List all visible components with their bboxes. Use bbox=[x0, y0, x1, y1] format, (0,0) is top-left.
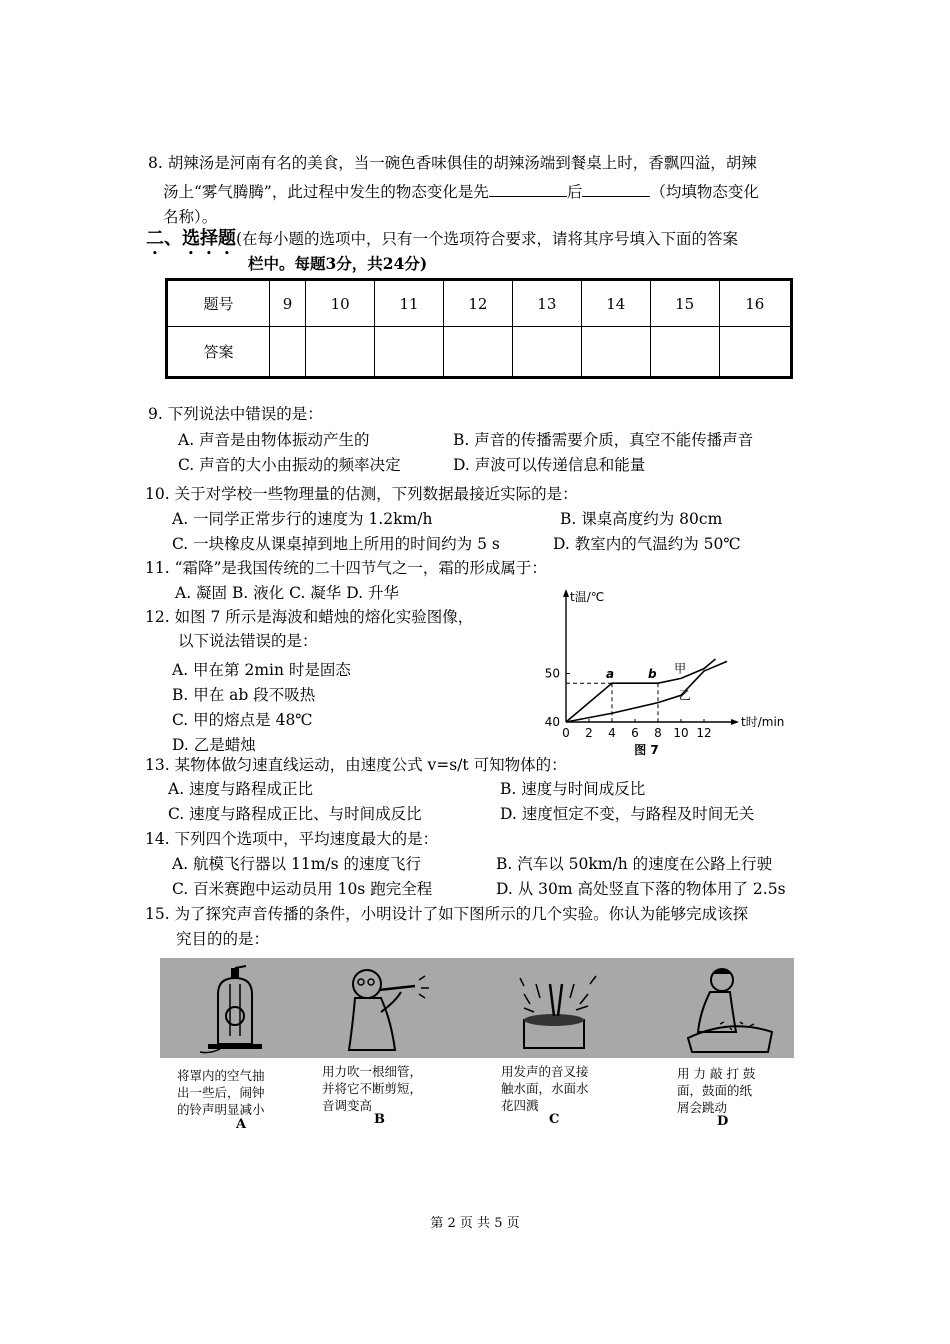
q10-option-a: A. 一同学正常步行的速度为 1.2km/h bbox=[172, 510, 433, 528]
caption-d-line: 屑会跳动 bbox=[677, 1100, 728, 1115]
q12-option-b: B. 甲在 ab 段不吸热 bbox=[172, 686, 316, 704]
q14-stem: 14. 下列四个选项中，平均速度最大的是： bbox=[145, 830, 439, 848]
x-tick-label: 2 bbox=[585, 726, 593, 740]
q9-stem: 9. 下列说法中错误的是： bbox=[148, 405, 323, 423]
experiment-figure-strip bbox=[160, 958, 794, 1058]
series-yi-label: 乙 bbox=[678, 688, 691, 703]
caption-c-line: 花四溅 bbox=[501, 1098, 539, 1113]
figure7-chart bbox=[540, 585, 785, 760]
point-label-b: b bbox=[648, 667, 657, 682]
answer-table-header-label: 题号 bbox=[167, 280, 270, 327]
section2-note1: (在每小题的选项中，只有一个选项符合要求，请将其序号填入下面的答案 bbox=[236, 230, 739, 248]
q8-line2 bbox=[163, 180, 759, 203]
x-axis-arrow bbox=[731, 719, 739, 725]
y-axis-arrow bbox=[563, 589, 569, 597]
x-tick-label: 4 bbox=[608, 726, 616, 740]
section2-title: 二、选择题 bbox=[146, 228, 236, 249]
caption-b-line: 音调变高 bbox=[322, 1098, 373, 1113]
q10-option-b: B. 课桌高度约为 80cm bbox=[560, 510, 723, 528]
answer-table-number: 13 bbox=[512, 280, 581, 327]
section2-heading bbox=[146, 228, 738, 259]
q8-line1: 8. 胡辣汤是河南有名的美食，当一碗色香味俱佳的胡辣汤端到餐桌上时，香飘四溢，胡辣 bbox=[148, 154, 757, 172]
caption-c-line: 触水面，水面水 bbox=[501, 1081, 589, 1096]
caption-b-line: 用力吹一根细管， bbox=[322, 1064, 423, 1079]
q13-option-a: A. 速度与路程成正比 bbox=[168, 780, 314, 798]
q15-stem-1: 15. 为了探究声音传播的条件，小明设计了如下图所示的几个实验。你认为能够完成该探 bbox=[145, 905, 749, 923]
q13-option-b: B. 速度与时间成反比 bbox=[500, 780, 646, 798]
answer-cell[interactable] bbox=[443, 327, 512, 378]
caption-a-line: 出一些后，闹钟 bbox=[177, 1085, 265, 1100]
answer-table bbox=[165, 278, 793, 379]
answer-cell[interactable] bbox=[581, 327, 650, 378]
q11-stem: 11. “霜降”是我国传统的二十四节气之一，霜的形成属于： bbox=[145, 559, 547, 577]
answer-table-number: 9 bbox=[270, 280, 306, 327]
x-tick-label: 10 bbox=[673, 726, 689, 740]
x-tick-label: 12 bbox=[696, 726, 712, 740]
tube-blowing-illustration bbox=[335, 962, 435, 1054]
x-tick-label: 0 bbox=[562, 726, 570, 740]
series-jia-label: 甲 bbox=[674, 661, 687, 676]
caption-b-line: 并将它不断剪短， bbox=[322, 1081, 423, 1096]
y-axis-label: t温/℃ bbox=[570, 590, 605, 604]
page-footer: 第 2 页 共 5 页 bbox=[430, 1216, 520, 1231]
q8-blank-1[interactable] bbox=[489, 180, 567, 197]
q10-stem: 10. 关于对学校一些物理量的估测，下列数据最接近实际的是： bbox=[145, 485, 578, 503]
x-tick-label: 8 bbox=[654, 726, 662, 740]
q15-stem-2: 究目的的是： bbox=[176, 930, 270, 948]
answer-table-header-row bbox=[167, 280, 792, 327]
chart-title: 图 7 bbox=[634, 743, 659, 757]
answer-cell[interactable] bbox=[512, 327, 581, 378]
x-tick-label: 6 bbox=[631, 726, 639, 740]
caption-a-line: 将罩内的空气抽 bbox=[177, 1068, 265, 1083]
caption-c-line: 用发声的音叉接 bbox=[501, 1064, 589, 1079]
answer-table-number: 11 bbox=[375, 280, 444, 327]
q12-option-a: A. 甲在第 2min 时是固态 bbox=[172, 661, 351, 679]
answer-cell[interactable] bbox=[719, 327, 791, 378]
q12-option-d: D. 乙是蜡烛 bbox=[172, 736, 256, 754]
q12-option-c: C. 甲的熔点是 48℃ bbox=[172, 711, 313, 729]
series-yi-line bbox=[566, 661, 727, 722]
caption-a-line: 的铃声明显减小 bbox=[177, 1102, 265, 1117]
q13-stem: 13. 某物体做匀速直线运动，由速度公式 v=s/t 可知物体的： bbox=[145, 756, 567, 774]
caption-c-label: C bbox=[549, 1112, 560, 1127]
caption-a bbox=[177, 1067, 265, 1118]
series-jia-line bbox=[566, 659, 716, 722]
q9-option-a: A. 声音是由物体振动产生的 bbox=[178, 431, 370, 449]
answer-table-number: 16 bbox=[719, 280, 791, 327]
q13-option-c: C. 速度与路程成正比、与时间成反比 bbox=[168, 805, 422, 823]
caption-d-label: D bbox=[717, 1114, 729, 1129]
bell-jar-illustration bbox=[190, 964, 280, 1054]
q9-option-b: B. 声音的传播需要介质，真空不能传播声音 bbox=[453, 431, 754, 449]
answer-cell[interactable] bbox=[650, 327, 719, 378]
answer-table-number: 15 bbox=[650, 280, 719, 327]
answer-table-answer-row bbox=[167, 327, 792, 378]
answer-table-number: 12 bbox=[443, 280, 512, 327]
tuning-fork-water-illustration bbox=[510, 964, 610, 1054]
q12-stem-2: 以下说法错误的是： bbox=[178, 632, 318, 650]
q14-option-b: B. 汽车以 50km/h 的速度在公路上行驶 bbox=[496, 855, 773, 873]
q8-line2-b: 后 bbox=[566, 183, 583, 201]
answer-cell[interactable] bbox=[306, 327, 375, 378]
section2-note2: 栏中。每题3分，共24分) bbox=[248, 254, 428, 273]
q11-options: A. 凝固 B. 液化 C. 凝华 D. 升华 bbox=[175, 584, 399, 602]
q8-blank-2[interactable] bbox=[582, 180, 650, 197]
q8-line3: 名称）。 bbox=[163, 208, 218, 226]
caption-d-line: 用 力 敲 打 鼓 bbox=[677, 1066, 756, 1081]
caption-b bbox=[322, 1063, 422, 1114]
answer-cell[interactable] bbox=[375, 327, 444, 378]
q9-option-d: D. 声波可以传递信息和能量 bbox=[453, 456, 646, 474]
q12-stem-1: 12. 如图 7 所示是海波和蜡烛的熔化实验图像， bbox=[145, 608, 474, 626]
q10-option-d: D. 教室内的气温约为 50℃ bbox=[553, 535, 741, 553]
q9-option-c: C. 声音的大小由振动的频率决定 bbox=[178, 456, 401, 474]
caption-b-label: B bbox=[374, 1112, 385, 1127]
q14-option-c: C. 百米赛跑中运动员用 10s 跑完全程 bbox=[172, 880, 433, 898]
answer-table-answer-label: 答案 bbox=[167, 327, 270, 378]
y-tick-label: 40 bbox=[544, 715, 560, 729]
answer-table-number: 14 bbox=[581, 280, 650, 327]
q13-option-d: D. 速度恒定不变，与路程及时间无关 bbox=[500, 805, 755, 823]
q10-option-c: C. 一块橡皮从课桌掉到地上所用的时间约为 5 s bbox=[172, 535, 500, 553]
q14-option-a: A. 航模飞行器以 11m/s 的速度飞行 bbox=[172, 855, 421, 873]
drum-illustration bbox=[680, 962, 780, 1054]
caption-d bbox=[677, 1065, 755, 1116]
point-label-a: a bbox=[606, 667, 615, 682]
caption-a-label: A bbox=[236, 1117, 247, 1132]
q8-line2-c: （均填物态变化 bbox=[650, 183, 759, 201]
answer-cell[interactable] bbox=[270, 327, 306, 378]
y-tick-label: 50 bbox=[544, 666, 560, 681]
x-axis-label: t时/min bbox=[741, 715, 785, 729]
caption-d-line: 面，鼓面的纸 bbox=[677, 1083, 753, 1098]
q8-line2-a: 汤上“雾气腾腾”，此过程中发生的物态变化是先 bbox=[163, 183, 489, 201]
q14-option-d: D. 从 30m 高处竖直下落的物体用了 2.5s bbox=[496, 880, 786, 898]
answer-table-number: 10 bbox=[306, 280, 375, 327]
caption-c bbox=[501, 1063, 589, 1114]
